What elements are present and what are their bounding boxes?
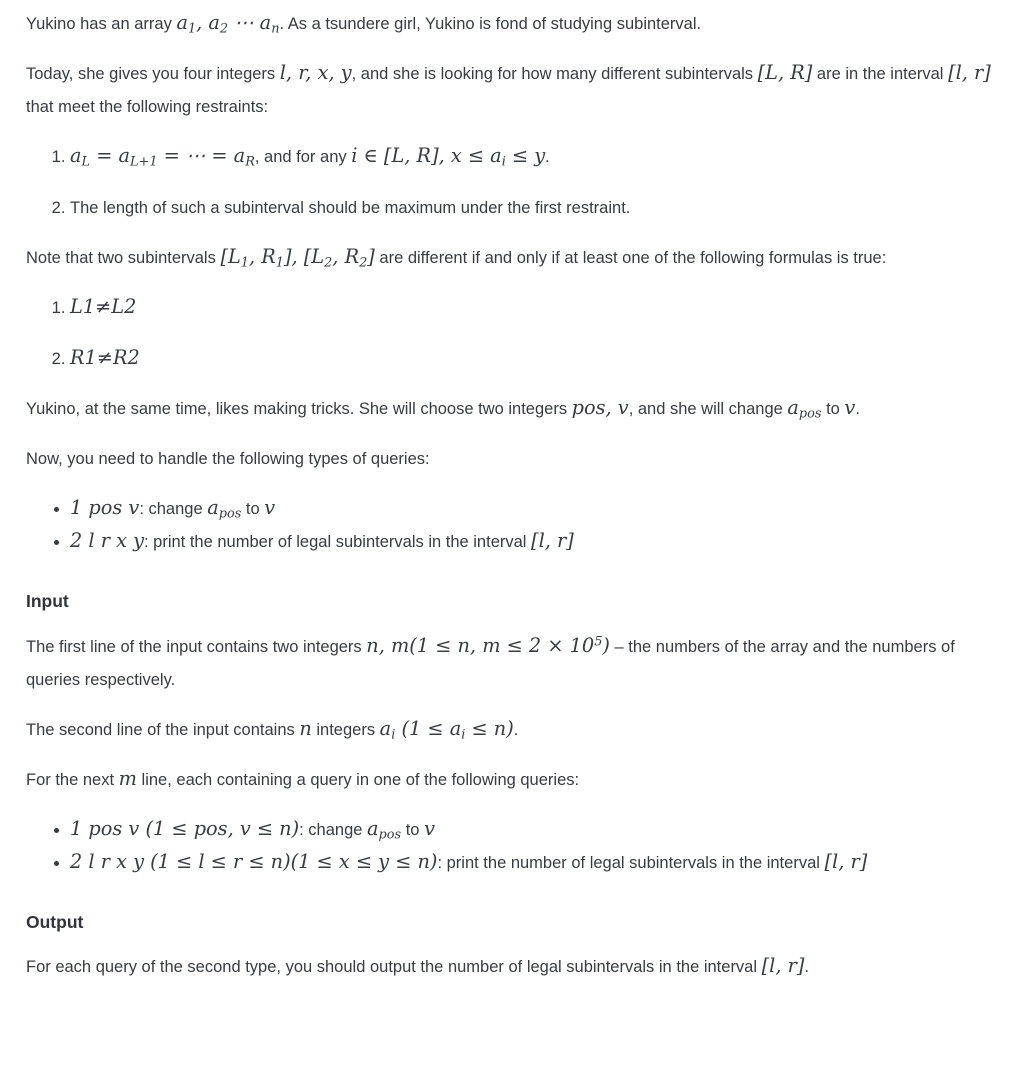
math-subscript: 1 [187, 21, 197, 37]
input-query-count [70, 847, 1002, 880]
text-run: . [855, 400, 860, 418]
difference-conditions-list [26, 292, 1002, 376]
math-inline: v [264, 496, 276, 519]
paragraph-task [26, 58, 1002, 124]
query-type-update [70, 493, 1002, 526]
math-subscript: i [501, 154, 506, 170]
math-subscript: L+1 [130, 154, 158, 170]
math-inline: pos, v [571, 396, 629, 419]
text-run: The second line of the input contains [26, 720, 300, 739]
math-inline: (1 ≤ a [395, 716, 462, 740]
math-subscript: 2 [324, 255, 333, 271]
math-inline: = ⋯ = a [157, 144, 246, 167]
paragraph-note [26, 242, 1002, 275]
math-inline: n, m(1 ≤ n, m ≤ 2 × 10 [366, 633, 595, 657]
text-run: The length of such a subinterval should be maximum under the first restraint. [70, 199, 631, 217]
paragraph-output [26, 951, 1002, 984]
text-run: integers [311, 720, 380, 739]
math-subscript: 1 [240, 255, 249, 271]
math-subscript: pos [378, 827, 402, 843]
text-run: . As a tsundere girl, Yukino is fond of studying subinterval. [279, 15, 702, 33]
math-inline: 2 l r x y (1 ≤ l ≤ r ≤ n)(1 ≤ x ≤ y ≤ n) [70, 849, 438, 873]
output-heading: Output [26, 911, 84, 932]
input-heading: Input [26, 591, 69, 611]
math-subscript: pos [218, 506, 242, 522]
text-run: are in the interval [812, 65, 949, 83]
text-run: . [545, 148, 550, 166]
text-run: to [401, 820, 425, 839]
paragraph-input-2 [26, 714, 1002, 747]
math-subscript: pos [798, 406, 822, 422]
difference-condition-1 [70, 292, 1002, 325]
text-run: : change [139, 500, 208, 518]
math-inline: n [299, 716, 312, 740]
math-inline: m [118, 766, 137, 790]
text-run: For each query of the second type, you should output the number of legal subintervals in the interval [26, 958, 762, 976]
text-run: , and she will change [628, 400, 788, 418]
math-inline: 1 pos v (1 ≤ pos, v ≤ n) [70, 816, 300, 840]
math-inline: 1 pos v [70, 496, 140, 519]
text-run: to [241, 500, 265, 518]
math-inline: a [787, 396, 799, 419]
math-superscript: 5 [594, 634, 603, 650]
math-subscript: 2 [219, 21, 229, 37]
math-subscript: R [245, 154, 255, 170]
restraint-item-1 [70, 141, 1002, 174]
text-run: For the next [26, 770, 119, 789]
text-run: Yukino has an array [26, 15, 177, 33]
paragraph-intro [26, 8, 1002, 41]
math-inline: , a [196, 11, 220, 34]
math-inline: ) [602, 633, 610, 657]
math-inline: ≤ n) [465, 716, 514, 740]
paragraph-input-1 [26, 631, 1002, 697]
math-inline: [l, r] [761, 954, 805, 977]
math-subscript: 2 [359, 255, 368, 271]
math-subscript: 1 [275, 255, 284, 271]
math-inline: v [424, 816, 435, 840]
math-inline: ] [367, 245, 375, 268]
problem-statement [26, 8, 1002, 984]
restraint-item-2 [70, 192, 1002, 225]
text-run: – the numbers of the array and the numbers of queries respectively. [26, 637, 960, 689]
math-subscript: i [391, 727, 396, 743]
math-inline: ≤ y [505, 144, 546, 167]
math-subscript: n [271, 21, 280, 37]
text-run: Now, you need to handle the following types of queries: [26, 450, 430, 468]
math-inline: l, r, x, y [279, 61, 352, 84]
math-inline: , R [332, 245, 360, 268]
text-run: . [513, 720, 519, 739]
math-inline: a [70, 144, 82, 167]
text-run: : change [299, 820, 368, 839]
math-inline: L1≠L2 [70, 295, 137, 318]
text-run: The first line of the input contains two integers [26, 637, 367, 656]
math-inline: [l, r] [531, 529, 574, 552]
math-inline: a [379, 716, 392, 740]
text-run: are different if and only if at least one of the following formulas is true: [374, 249, 887, 267]
text-run: Note that two subintervals [26, 249, 221, 267]
restraints-list [26, 141, 1002, 225]
query-type-count [70, 526, 1002, 559]
math-inline: v [844, 396, 856, 419]
math-subscript: i [461, 727, 466, 743]
text-run: , and for any [254, 148, 352, 166]
text-run: to [821, 400, 845, 418]
math-inline: a [207, 496, 219, 519]
query-types-list [26, 493, 1002, 559]
text-run: that meet the following restraints: [26, 65, 996, 116]
math-inline: [L [220, 245, 241, 268]
paragraph-input-3 [26, 764, 1002, 797]
text-run: , and she is looking for how many different subintervals [351, 65, 758, 83]
text-run: line, each containing a query in one of the following queries: [136, 770, 580, 789]
math-inline: a [176, 11, 188, 34]
math-inline: 2 l r x y [70, 529, 144, 552]
input-queries-list [26, 814, 1002, 880]
math-inline: R1≠R2 [70, 346, 140, 369]
paragraph-queries-intro [26, 443, 1002, 476]
input-query-update [70, 814, 1002, 847]
math-inline: ], [L [283, 245, 325, 268]
math-inline: i ∈ [L, R], x ≤ a [351, 144, 502, 167]
paragraph-tricks [26, 393, 1002, 426]
text-run: : print the number of legal subintervals in the interval [437, 853, 825, 872]
text-run: . [804, 958, 809, 976]
text-run: : print the number of legal subintervals in the interval [144, 533, 532, 551]
math-inline: a [367, 816, 379, 840]
math-subscript: L [81, 154, 91, 170]
math-inline: [L, R] [757, 61, 813, 84]
text-run: Yukino, at the same time, likes making tricks. She will choose two integers [26, 400, 572, 418]
math-inline: [l, r] [948, 61, 991, 84]
math-inline: ⋯ a [228, 11, 272, 34]
difference-condition-2 [70, 343, 1002, 376]
math-inline: , R [248, 245, 276, 268]
math-inline: [l, r] [824, 849, 868, 873]
text-run: Today, she gives you four integers [26, 65, 280, 83]
math-inline: = a [90, 144, 131, 167]
